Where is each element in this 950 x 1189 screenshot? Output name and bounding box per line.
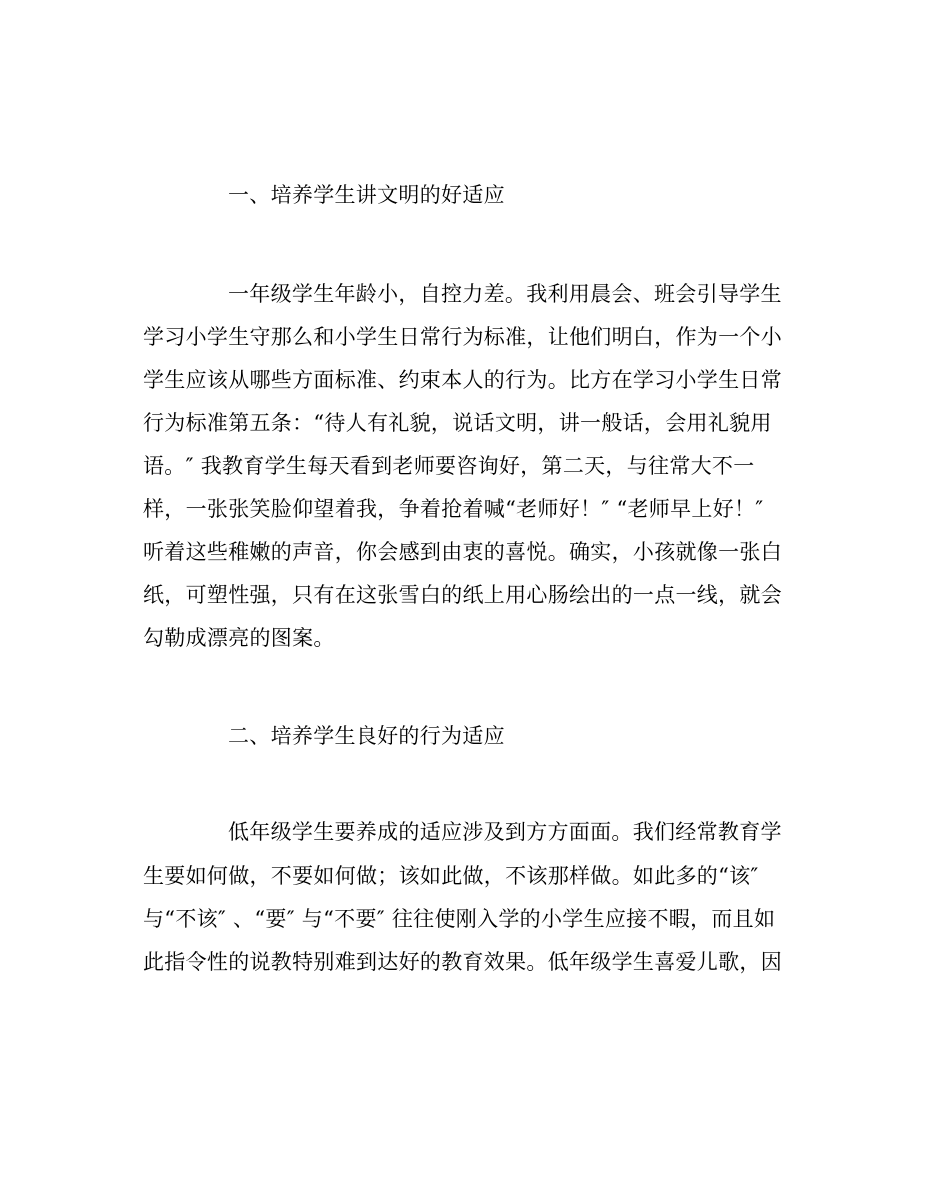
paragraph-line: 低年级学生要养成的适应涉及到方方面面。我们经常教育学 — [228, 820, 782, 844]
paragraph-line: 样，一张张笑脸仰望着我，争着抢着喊“老师好！″ “老师早上好！″ — [143, 497, 764, 521]
paragraph-line: 勾勒成漂亮的图案。 — [143, 626, 335, 650]
paragraph-line: 生要如何做，不要如何做；该如此做，不该那样做。如此多的“该″ — [143, 864, 759, 888]
paragraph-line: 学习小学生守那么和小学生日常行为标准，让他们明白，作为一个小 — [143, 325, 782, 349]
section-heading-2: 二、培养学生良好的行为适应 — [228, 724, 505, 748]
section-heading-1: 一、培养学生讲文明的好适应 — [228, 183, 505, 207]
paragraph-line: 纸，可塑性强，只有在这张雪白的纸上用心肠绘出的一点一线，就会 — [143, 583, 782, 607]
paragraph-line: 学生应该从哪些方面标准、约束本人的行为。比方在学习小学生日常 — [143, 368, 782, 392]
paragraph-line: 语。″ 我教育学生每天看到老师要咨询好，第二天，与往常大不一 — [143, 454, 755, 478]
paragraph-line: 与“不该″ 、“要″ 与“不要″ 往往使刚入学的小学生应接不暇，而且如 — [143, 907, 776, 931]
paragraph-line: 一年级学生年龄小，自控力差。我利用晨会、班会引导学生 — [228, 282, 782, 306]
paragraph-line: 行为标准第五条：“待人有礼貌，说话文明，讲一般话，会用礼貌用 — [143, 411, 772, 435]
paragraph-line: 听着这些稚嫩的声音，你会感到由衷的喜悦。确实，小孩就像一张白 — [143, 540, 782, 564]
paragraph-line: 此指令性的说教特别难到达好的教育效果。低年级学生喜爱儿歌，因 — [143, 950, 782, 974]
